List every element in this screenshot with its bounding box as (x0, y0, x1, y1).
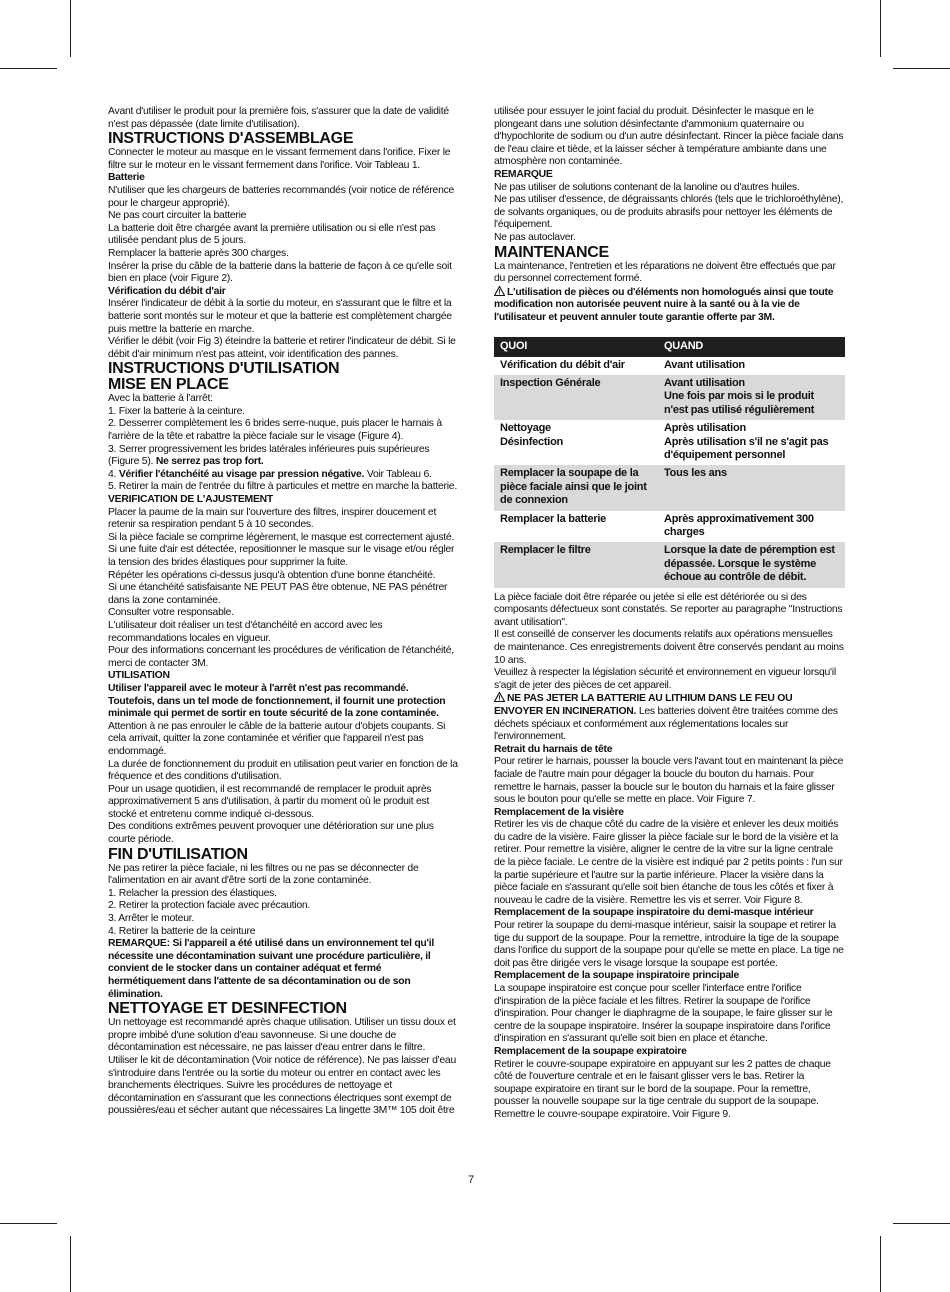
paragraph: Des conditions extrêmes peuvent provoquer une détérioration sur une plus courte période. (108, 821, 434, 846)
warning-paragraph (494, 692, 844, 743)
paragraph: Vérifier le débit (voir Fig 3) éteindre la batterie et retirer l'indicateur de débit. Si le débit d'air minimum n'est pas atteint, voir identification des pannes. (108, 336, 456, 360)
table-row (494, 420, 845, 465)
paragraph: Ne pas retirer la pièce faciale, ni les filtres ou ne pas se déconnecter de l'alimentation en air avant d'être sorti de la zone contaminée. (108, 862, 419, 887)
crop-mark (0, 68, 57, 69)
section-heading: INSTRUCTIONS D'UTILISATION (108, 360, 340, 378)
cell-when (658, 542, 845, 587)
paragraph: 2. Desserrer complètement les 6 brides serre-nuque, puis placer le harnais à l'arrière de la tête et rabattre la pièce faciale sur le visage (Figure 4). (108, 418, 442, 443)
subheading: Remplacement de la soupape inspiratoire du demi-masque intérieur (494, 907, 814, 919)
left-column (108, 106, 458, 1118)
table-row (494, 511, 845, 543)
crop-mark (70, 1236, 71, 1292)
paragraph: Pour des informations concernant les procédures de vérification de l'étanchéité, merci de contacter 3M. (108, 645, 454, 669)
subheading: UTILISATION (108, 670, 170, 682)
cell-line: Nettoyage (500, 422, 551, 435)
cell-what (494, 465, 658, 510)
section-heading: INSTRUCTIONS D'ASSEMBLAGE (108, 130, 354, 148)
bold-text: Ne serrez pas trop fort. (155, 456, 264, 468)
cell-line: Après utilisation s'il ne s'agit pas d'équipement personnel (664, 435, 829, 461)
section-heading: MISE EN PLACE (108, 376, 229, 394)
section-heading: MAINTENANCE (494, 243, 609, 261)
paragraph: N'utiliser que les chargeurs de batteries recommandés (voir notice de référence pour le chargeur approprié). (108, 184, 455, 209)
subheading: Remplacement de la soupape expiratoire (494, 1045, 687, 1057)
subheading: Remplacement de la visière (494, 806, 624, 818)
right-column-bottom (494, 592, 844, 1122)
text: Les batteries doivent être traitées comme des déchets spéciaux et conformément aux réglementations locales sur l'environnement. (494, 705, 838, 743)
subheading: Toutefois, dans un tel mode de fonctionnement, il fournit une protection minimale qui permet de sortir en toute sécurité de la zone contaminée. (108, 695, 446, 720)
cell-line: Remplacer la soupape de la pièce faciale ainsi que le joint de connexion (500, 467, 647, 507)
cell-when (658, 420, 845, 465)
warning-text: L'utilisation de pièces ou d'éléments non homologués ainsi que toute modification non autorisée peuvent nuire à la santé ou à la vie de l'utilisateur et peuvent annuler toute garantie offerte par 3M. (494, 286, 834, 323)
subheading: Vérification du débit d'air (108, 285, 226, 297)
cell-when (658, 357, 845, 375)
subheading: VERIFICATION DE L'AJUSTEMENT (108, 494, 273, 506)
table-row (494, 465, 845, 510)
paragraph: Insérer l'indicateur de débit à la sortie du moteur, en s'assurant que le filtre et la batterie sont montés sur le moteur et que la batterie est complètement chargée puis mettre la batterie en marche. (108, 298, 452, 335)
paragraph: Ne pas autoclaver. (494, 231, 576, 243)
cell-line: Après utilisation (664, 422, 746, 435)
paragraph: Ne pas court circuiter la batterie (108, 210, 247, 222)
paragraph: Si une étanchéité satisfaisante NE PEUT PAS être obtenue, NE PAS pénétrer dans la zone contaminée. (108, 582, 448, 606)
crop-mark (893, 68, 950, 69)
paragraph: Répéter les opérations ci-dessus jusqu'à obtention d'une bonne étanchéité. (108, 569, 436, 581)
paragraph: Remplacer la batterie après 300 charges. (108, 247, 289, 259)
cell-when (658, 511, 845, 543)
subheading: Retrait du harnais de tête (494, 743, 613, 755)
cell-what (494, 511, 658, 543)
subheading: Remplacement de la soupape inspiratoire principale (494, 970, 740, 982)
crop-mark (70, 0, 71, 57)
warning-paragraph (494, 286, 844, 325)
text: 4. (108, 468, 119, 480)
paragraph: Retirer le couvre-soupape expiratoire en appuyant sur les 2 pattes de chaque côté de l'ouverture centrale et en le faisant glisser vers le bas. Retirer la soupape expiratoire en tirant sur le bord de la soupape. Pour la remettre, pousser la nouvelle soupape sur la tige centrale du support de la soupape. Remettre le couvre-soupape expiratoire. Voir Figure 9. (494, 1058, 831, 1120)
paragraph: Ne pas utiliser d'essence, de dégraissants chlorés (tels que le trichloroéthylène), de solvants organiques, ou de produits abrasifs pour nettoyer les éléments de l'équipement. (494, 194, 844, 231)
cell-line: Après approximativement 300 charges (664, 512, 814, 538)
paragraph: L'utilisateur doit réaliser un test d'étanchéité en accord avec les recommandations locales en vigueur. (108, 619, 383, 644)
warning-text: NE PAS JETER LA BATTERIE AU LITHIUM DANS LE FEU OU ENVOYER EN INCINERATION. (494, 693, 793, 717)
header-when: QUAND (658, 337, 845, 357)
page-number: 7 (468, 1174, 475, 1186)
cell-line: Inspection Générale (500, 376, 601, 389)
subheading: REMARQUE: Si l'appareil a été utilisé dans un environnement tel qu'il nécessite une décontamination suivant une procédure particulière, il convient de le stocker dans un container adéquat et fermé hermétiquement dans l'attente de sa décontamination ou de son élimination. (108, 938, 435, 1000)
crop-mark (0, 1223, 57, 1224)
right-column (494, 106, 844, 1122)
cell-line: Remplacer le filtre (500, 544, 591, 557)
paragraph: La batterie doit être chargée avant la première utilisation ou si elle n'est pas utilisée pendant plus de 5 jours. (108, 222, 436, 247)
right-column-top (494, 106, 844, 325)
crop-mark (880, 0, 881, 57)
maintenance-table (494, 337, 845, 588)
cell-line: Remplacer la batterie (500, 512, 607, 525)
paragraph: 3. Arrêter le moteur. (108, 913, 194, 925)
cell-what (494, 420, 658, 465)
table-header-row (494, 337, 845, 357)
paragraph: Connecter le moteur au masque en le vissant fermement dans l'orifice. Fixer le filtre sur le moteur en le vissant fermement dans l'orifice. Voir Tableau 1. (108, 147, 451, 171)
paragraph (108, 444, 458, 469)
paragraph: Veuillez à respecter la législation sécurité et environnement en vigueur lorsqu'il s'agit de jeter des pièces de cet appareil. (494, 667, 836, 691)
paragraph: Pour retirer le harnais, pousser la boucle vers l'avant tout en maintenant la pièce faciale de l'autre main pour dégager la boucle du bouton du harnais. Pour remettre le harnais, passer la boucle sur le bouton du harnais et la faire glisser sous le bouton pour qu'elle se mette en place. Voir Figure 7. (494, 756, 844, 806)
section-heading: FIN D'UTILISATION (108, 845, 248, 863)
cell-what (494, 375, 658, 420)
paragraph: La durée de fonctionnement du produit en utilisation peut varier en fonction de la fréquence et des conditions d'utilisation. (108, 758, 458, 783)
header-what: QUOI (494, 337, 658, 357)
paragraph: Retirer les vis de chaque côté du cadre de la visière et enlever les deux moitiés du cadre de la visière. Faire glisser la pièce faciale sur le bord de la visière et la retirer. Pour remettre la visière, aligner le centre de la vitre sur la ligne centrale de la pièce faciale. Le centre de la visière est indiqué par 2 petits points : l'un sur la partie supérieure et l'autre sur la partie inférieure. Placer la visière dans la pièce faciale en s'assurant qu'elle soit bien étanche de tous les côtés et fixer à nouveau le cadre de la visière. Remettre les vis et serrer. Voir Figure 8. (494, 819, 843, 906)
subheading: Batterie (108, 172, 145, 184)
cell-line: Désinfection (500, 435, 564, 448)
paragraph: Attention à ne pas enrouler le câble de la batterie autour d'objets coupants. Si cela arrivait, quitter la zone contaminée et vérifier que l'appareil n'est pas endommagé. (108, 720, 446, 757)
table-row (494, 375, 845, 420)
paragraph: 1. Relacher la pression des élastiques. (108, 887, 277, 899)
crop-mark (880, 1236, 881, 1292)
paragraph: Pour retirer la soupape du demi-masque intérieur, saisir la soupape et retirer la tige du support de la soupape. Pour la remettre, introduire la tige de la soupape dans l'orifice du support de la soupape pour qu'elle se mette en place. La tige ne doit pas être dirigée vers le visage lorsque la soupape est portée. (494, 920, 844, 969)
paragraph: Utiliser le kit de décontamination (Voir notice de référence). Ne pas laisser d'eau s'introduire dans l'entrée ou la sortie du moteur ou entrer en contact avec les branchements électriques. Suivre les procédures de nettoyage et décontamination en s'assurant que les connections électriques sont exempt de poussières/eau et sécher autant que nécessaires La lingette 3M™ 105 doit être (108, 1054, 456, 1117)
text: 3. Serrer progressivement les brides latérales inférieures puis supérieures (Figure 5). (108, 443, 430, 468)
cell-line: Vérification du débit d'air (500, 358, 625, 371)
text: Voir Tableau 6. (364, 468, 432, 480)
paragraph: utilisée pour essuyer le joint facial du produit. Désinfecter le masque en le plongeant dans une solution désinfectante d'ammonium quaternaire ou d'hypochlorite de sodium ou d'un autre désinfectant. Rincer la pièce faciale dans de l'eau claire et tiède, et la laisser sécher à température ambiante dans une atmosphère non contaminée. (494, 106, 844, 168)
table-row (494, 542, 845, 587)
cell-line: Une fois par mois si le produit n'est pas utilisé régulièrement (664, 390, 815, 416)
paragraph: 1. Fixer la batterie à la ceinture. (108, 405, 245, 417)
subheading: REMARQUE (494, 168, 553, 180)
paragraph: Ne pas utiliser de solutions contenant de la lanoline ou d'autres huiles. (494, 181, 800, 193)
paragraph: Consulter votre responsable. (108, 607, 234, 619)
paragraph: La maintenance, l'entretien et les réparations ne doivent être effectués que par du personnel correctement formé. (494, 260, 836, 285)
crop-mark (893, 1223, 950, 1224)
cell-what (494, 542, 658, 587)
cell-line: Lorsque la date de péremption est dépassée. Lorsque le système échoue au contrôle de débit. (664, 544, 835, 584)
cell-when (658, 465, 845, 510)
cell-what (494, 357, 658, 375)
paragraph: Avec la batterie à l'arrêt: (108, 393, 213, 405)
bold-text: Vérifier l'étanchéité au visage par pression négative. (118, 468, 365, 480)
paragraph: La pièce faciale doit être réparée ou jetée si elle est détériorée ou si des composants défectueux sont constatés. Se reporter au paragraphe "Instructions avant utilisation". (494, 591, 843, 628)
paragraph: Insérer la prise du câble de la batterie dans la batterie de façon à ce qu'elle soit bien en place (voir Figure 2). (108, 260, 452, 285)
cell-line: Avant utilisation (664, 358, 745, 371)
cell-when (658, 375, 845, 420)
paragraph: Un nettoyage est recommandé après chaque utilisation. Utiliser un tissu doux et propre imbibé d'une solution d'eau savonneuse. Si une douche de décontamination est nécessaire, ne pas laisser d'eau entrer dans le filtre. (108, 1017, 456, 1054)
warning-triangle-icon (494, 286, 505, 296)
cell-line: Avant utilisation (664, 376, 745, 389)
paragraph (108, 469, 458, 482)
paragraph: La soupape inspiratoire est conçue pour sceller l'interface entre l'orifice d'inspiration de la pièce faciale et les filtres. Retirer la soupape de l'orifice d'inspiration. Pour changer le diaphragme de la soupape, le faire glisser sur le centre de la soupape inspiratoire. Insérer la soupape inspiratoire dans l'orifice d'inspiration en s'assurant qu'elle soit bien en place et étanche. (494, 983, 833, 1045)
paragraph: 2. Retirer la protection faciale avec précaution. (108, 900, 311, 912)
warning-triangle-icon (494, 692, 505, 702)
table-row (494, 357, 845, 375)
paragraph: Si la pièce faciale se comprime légèrement, le masque est correctement ajusté. Si une fuite d'air est détectée, repositionner le masque sur le visage et/ou régler la tension des brides élastiques pour supprimer la fuite. (108, 531, 455, 568)
subheading: Utiliser l'appareil avec le moteur à l'arrêt n'est pas recommandé. (108, 682, 409, 694)
paragraph: Placer la paume de la main sur l'ouverture des filtres, inspirer doucement et retenir sa respiration pendant 5 à 10 secondes. (108, 506, 437, 531)
paragraph: 5. Retirer la main de l'entrée du filtre à particules et mettre en marche la batterie. (108, 481, 457, 493)
section-heading: NETTOYAGE ET DESINFECTION (108, 1000, 347, 1018)
paragraph: 4. Retirer la batterie de la ceinture (108, 925, 256, 937)
paragraph: Il est conseillé de conserver les documents relatifs aux opérations mensuelles de maintenance. Ces enregistrements doivent être conservés pendant au moins 10 ans. (494, 629, 844, 666)
paragraph: Pour un usage quotidien, il est recommandé de remplacer le produit après approximativement 5 ans d'utilisation, à partir du moment où le produit est stocké et entretenu comme indiqué ci-dessous. (108, 783, 432, 820)
cell-line: Tous les ans (664, 467, 727, 480)
paragraph: Avant d'utiliser le produit pour la première fois, s'assurer que la date de validité n'est pas dépassée (date limite d'utilisation). (108, 106, 449, 130)
